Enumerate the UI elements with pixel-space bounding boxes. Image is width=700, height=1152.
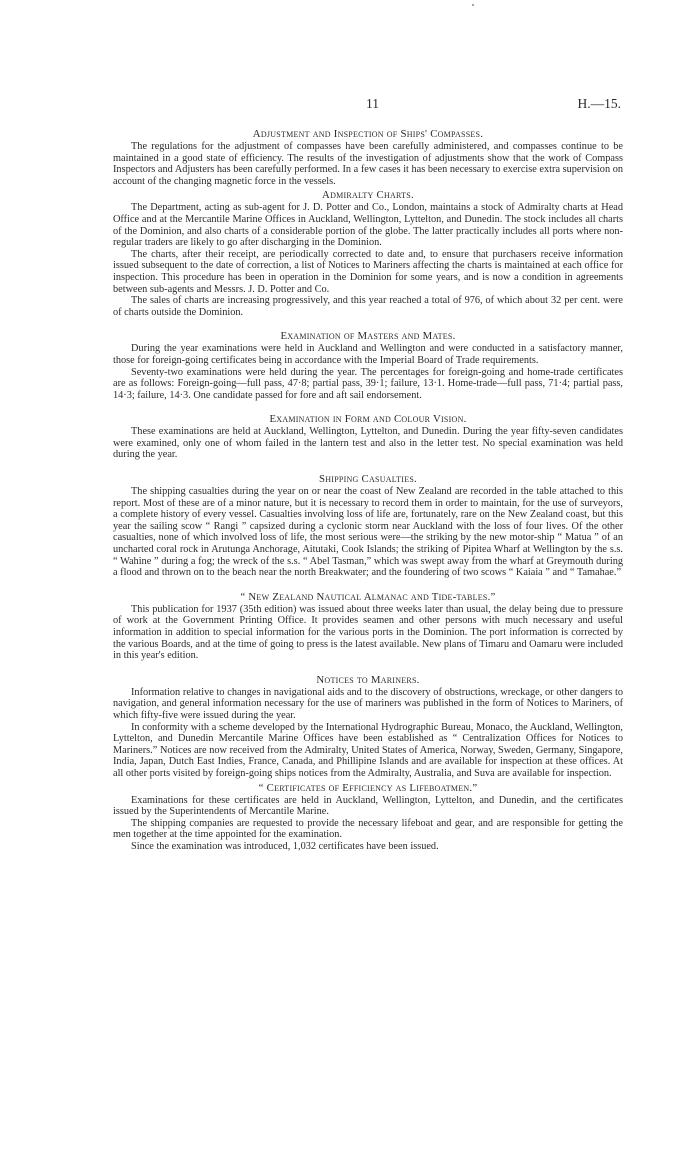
paragraph: The sales of charts are increasing progressively, and this year reached a total of 976, of which about 32 per cent. were of charts outside the Dominion. bbox=[113, 295, 623, 318]
paragraph: Information relative to changes in navigational aids and to the discovery of obstructions, wreckage, or other dangers to navigation, and general information necessary for the use of mariners was published in the form of Notices to Mariners, of which fifty-five were issued during the year. bbox=[113, 686, 623, 721]
paragraph: The shipping casualties during the year on or near the coast of New Zealand are recorded in the table attached to this report. Most of these are of a minor nature, but it is necessary to record them in order to maintain, for the use of surveyors, a complete history of every vessel. Casualties involving loss of life are, fortunately, rare on the New Zealand coast, but this year the sailing scow “ Rangi ” capsized during a cyclonic storm near Auckland with the loss of four lives. Of the other casualties, none of which involved loss of life, the most serious were—the striking by the new motor-ship “ Matua ” of an uncharted coral rock in Arutunga Anchorage, Aitutaki, Cook Islands; the striking of Pipitea Wharf at Wellington by the s.s. “ Wahine ” during a fog; the wreck of the s.s. “ Abel Tasman,” which was swept away from the wharf at Greymouth during a flood and thrown on to the beach near the north Breakwater; and the foundering of two scows “ Kaiaia ” and “ Tamahae.” bbox=[113, 486, 623, 579]
paragraph: The shipping companies are requested to provide the necessary lifeboat and gear, and are responsible for getting the men together at the time appointed for the examination. bbox=[113, 817, 623, 841]
document-reference: H.—15. bbox=[577, 96, 621, 111]
paragraph: The regulations for the adjustment of compasses have been carefully administered, and compasses continue to be maintained in a good state of efficiency. The results of the investigation of adjustments show that the work of Compass Inspectors and Adjusters has been carefully performed. In a few cases it has been necessary to exercise extra supervision on account of the changing magnetic force in the vessels. bbox=[113, 141, 623, 187]
section-heading-masters-mates: Examination of Masters and Mates. bbox=[280, 330, 456, 343]
page-body bbox=[113, 128, 623, 853]
paragraph: Examinations for these certificates are held in Auckland, Wellington, Lyttelton, and Dunedin, and the certificates issued by the Superintendents of Mercantile Marine. bbox=[113, 794, 623, 818]
paragraph: The charts, after their receipt, are periodically corrected to date and, to ensure that purchasers receive information issued subsequent to the date of correction, a list of Notices to Mariners affecting the charts is maintained at each office for inspection. This procedure has been in operation in the Dominion for some years, and is now a condition in agreements between sub-agents and Messrs. J. D. Potter and Co. bbox=[113, 248, 623, 295]
page-number: 11 bbox=[366, 96, 379, 111]
section-heading-colour-vision: Examination in Form and Colour Vision. bbox=[269, 413, 467, 426]
paragraph: This publication for 1937 (35th edition) was issued about three weeks later than usual, the delay being due to pressure of work at the Government Printing Office. It provides seamen and other persons with much necessary and useful information in addition to special information for the various ports in the Dominion. The port information is corrected by the various Boards, and at the time of going to press is the latest available. New plans of Timaru and Oamaru were included in this year's edition. bbox=[113, 603, 623, 662]
paragraph: The Department, acting as sub-agent for J. D. Potter and Co., London, maintains a stock of Admiralty charts at Head Office and at the Mercantile Marine Offices in Auckland, Wellington, Lyttelton, and Dunedin. The stock includes all charts of the Dominion, and also charts of a considerable portion of the globe. The latter practically includes all ports where non-regular traders are likely to go after discharging in the Dominion. bbox=[113, 202, 623, 249]
paragraph: These examinations are held at Auckland, Wellington, Lyttelton, and Dunedin. During the year fifty-seven candidates were examined, only one of whom failed in the lantern test and also in the letter test. No special examination was held during the year. bbox=[113, 426, 623, 461]
section-heading-shipping-casualties: Shipping Casualties. bbox=[319, 473, 417, 486]
section-heading-admiralty-charts: Admiralty Charts. bbox=[322, 189, 414, 202]
section-heading-compasses: Adjustment and Inspection of Ships' Compasses. bbox=[252, 128, 484, 140]
paragraph: Since the examination was introduced, 1,032 certificates have been issued. bbox=[131, 840, 439, 852]
section-heading-notices-to-mariners: Notices to Mariners. bbox=[316, 673, 420, 686]
section-heading-nautical-almanac: “ New Zealand Nautical Almanac and Tide-tables.” bbox=[240, 590, 496, 603]
paragraph: During the year examinations were held in Auckland and Wellington and were conducted in a satisfactory manner, those for foreign-going certificates being in accordance with the Imperial Board of Trade requirements. bbox=[113, 343, 623, 366]
paragraph: Seventy-two examinations were held during the year. The percentages for foreign-going and home-trade certificates are as follows: Foreign-going—full pass, 47·8; partial pass, 39·1; failure, 13·1. Home-trade—full pass, 71·4; partial pass, 14·3; failure, 14·3. One candidate passed for fore and aft sail endorsement. bbox=[113, 366, 623, 401]
section-heading-lifeboatmen: “ Certificates of Efficiency as Lifeboatmen.” bbox=[258, 781, 478, 794]
scan-speck bbox=[472, 4, 474, 6]
paragraph: In conformity with a scheme developed by the International Hydrographic Bureau, Monaco, the Auckland, Wellington, Lyttelton, and Dunedin Mercantile Marine Offices have been established as “ Centralization Offices for Notices to Mariners.” Notices are now received from the Admiralty, United States of America, Norway, Sweden, Germany, Singapore, India, Japan, Dutch East Indies, France, Canada, and Phillipine Islands and are available for inspection at these offices. At all other ports visited by foreign-going ships notices from the Admiralty, Australia, and Suva are available for inspection. bbox=[113, 721, 623, 779]
